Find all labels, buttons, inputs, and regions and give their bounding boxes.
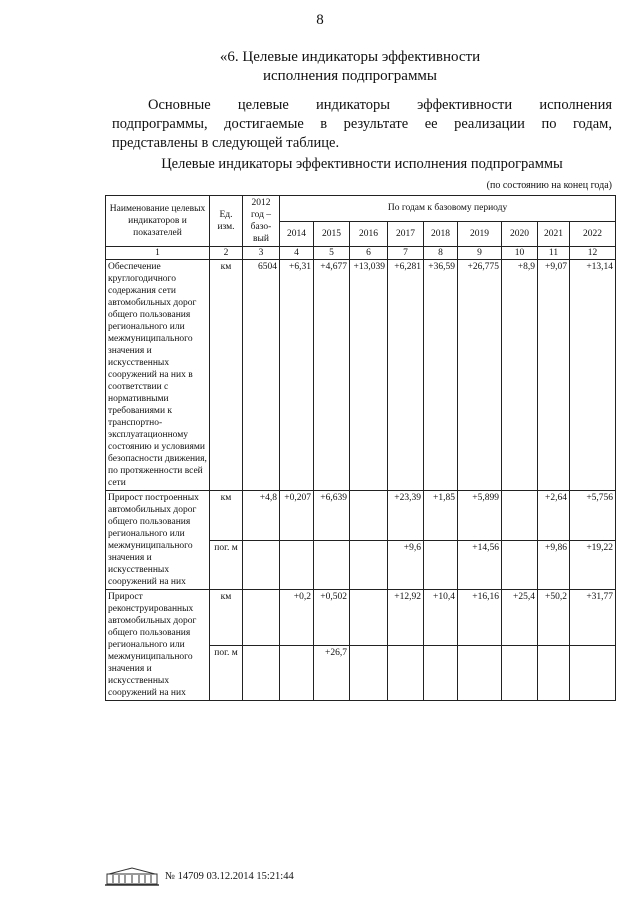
column-number: 6 xyxy=(350,247,388,260)
value-cell: +13,039 xyxy=(350,260,388,491)
table-row xyxy=(106,590,616,646)
value-cell xyxy=(243,645,280,701)
value-cell: +5,756 xyxy=(570,491,616,541)
unit-cell: км xyxy=(210,260,243,491)
unit-cell: пог. м xyxy=(210,645,243,701)
header-year: 2018 xyxy=(424,221,458,247)
page-number: 8 xyxy=(316,12,324,28)
value-cell xyxy=(538,645,570,701)
header-year: 2015 xyxy=(314,221,350,247)
value-cell: +0,502 xyxy=(314,590,350,646)
column-number: 4 xyxy=(280,247,314,260)
value-cell xyxy=(314,540,350,590)
value-cell xyxy=(388,645,424,701)
column-number: 3 xyxy=(243,247,280,260)
value-cell xyxy=(350,645,388,701)
value-cell xyxy=(570,645,616,701)
header-year: 2020 xyxy=(502,221,538,247)
value-cell: +50,2 xyxy=(538,590,570,646)
value-cell: +9,86 xyxy=(538,540,570,590)
value-cell: 6504 xyxy=(243,260,280,491)
heading-line-1: «6. Целевые индикаторы эффективности xyxy=(219,49,481,65)
value-cell xyxy=(502,491,538,541)
value-cell: +9,07 xyxy=(538,260,570,491)
value-cell: +6,31 xyxy=(280,260,314,491)
value-cell xyxy=(458,645,502,701)
value-cell xyxy=(502,540,538,590)
value-cell: +0,2 xyxy=(280,590,314,646)
indicator-name: Обеспечение круглогодичного содержания сети автомобильных дорог общего пользования регионального или межмуниципального значения и искусственных сооружений на них в соответствии с нормативными требованиями к транспортно-эксплуатационному состоянию и условиями безопасности движения, по протяженности всей сети xyxy=(106,260,210,491)
column-number: 10 xyxy=(502,247,538,260)
value-cell xyxy=(424,645,458,701)
value-cell: +6,639 xyxy=(314,491,350,541)
value-cell: +1,85 xyxy=(424,491,458,541)
header-year: 2019 xyxy=(458,221,502,247)
column-number: 12 xyxy=(570,247,616,260)
header-year: 2022 xyxy=(570,221,616,247)
unit-cell: км xyxy=(210,491,243,541)
value-cell xyxy=(502,645,538,701)
column-numbers-row xyxy=(106,247,616,260)
value-cell xyxy=(243,590,280,646)
value-cell: +4,677 xyxy=(314,260,350,491)
value-cell: +4,8 xyxy=(243,491,280,541)
unit-cell: пог. м xyxy=(210,540,243,590)
value-cell: +9,6 xyxy=(388,540,424,590)
value-cell: +12,92 xyxy=(388,590,424,646)
column-number: 2 xyxy=(210,247,243,260)
column-number: 11 xyxy=(538,247,570,260)
value-cell: +31,77 xyxy=(570,590,616,646)
value-cell: +5,899 xyxy=(458,491,502,541)
value-cell: +10,4 xyxy=(424,590,458,646)
value-cell: +16,16 xyxy=(458,590,502,646)
value-cell xyxy=(350,491,388,541)
indicators-table xyxy=(105,195,616,701)
header-year: 2016 xyxy=(350,221,388,247)
value-cell: +36,59 xyxy=(424,260,458,491)
intro-line-1: Основные целевые индикаторы эффективности исполнения xyxy=(148,97,612,113)
value-cell: +19,22 xyxy=(570,540,616,590)
intro-line-3: представлены в следующей таблице. xyxy=(112,135,340,151)
column-number: 8 xyxy=(424,247,458,260)
value-cell: +25,4 xyxy=(502,590,538,646)
table-row xyxy=(106,260,616,491)
value-cell: +8,9 xyxy=(502,260,538,491)
value-cell: +13,14 xyxy=(570,260,616,491)
value-cell: +0,207 xyxy=(280,491,314,541)
value-cell: +6,281 xyxy=(388,260,424,491)
building-stamp-icon xyxy=(105,866,159,886)
value-cell xyxy=(424,540,458,590)
unit-cell: км xyxy=(210,590,243,646)
column-number: 9 xyxy=(458,247,502,260)
column-number: 1 xyxy=(106,247,210,260)
intro-line-2: подпрограммы, достигаемые в результате ее реализации по годам, xyxy=(112,116,612,132)
indicator-name: Прирост реконструированных автомобильных дорог общего пользования регионального или межмуниципального значения и искусственных сооружений на них xyxy=(106,590,210,701)
value-cell: +26,7 xyxy=(314,645,350,701)
column-number: 5 xyxy=(314,247,350,260)
value-cell: +14,56 xyxy=(458,540,502,590)
header-unit: Ед. изм. xyxy=(210,196,243,247)
indicator-name: Прирост построенных автомобильных дорог общего пользования регионального или межмуниципального значения и искусственных сооружений на них xyxy=(106,491,210,590)
header-period: По годам к базовому периоду xyxy=(280,196,616,222)
value-cell xyxy=(350,590,388,646)
value-cell xyxy=(243,540,280,590)
value-cell: +26,775 xyxy=(458,260,502,491)
table-title: Целевые индикаторы эффективности исполнения подпрограммы xyxy=(161,156,563,172)
value-cell: +2,64 xyxy=(538,491,570,541)
header-row xyxy=(106,196,616,222)
status-note: (по состоянию на конец года) xyxy=(486,180,612,191)
header-year: 2017 xyxy=(388,221,424,247)
header-base-year: 2012 год – базо- вый xyxy=(243,196,280,247)
header-year: 2021 xyxy=(538,221,570,247)
value-cell xyxy=(350,540,388,590)
value-cell: +23,39 xyxy=(388,491,424,541)
header-name: Наименование целевых индикаторов и показателей xyxy=(106,196,210,247)
value-cell xyxy=(280,645,314,701)
intro-paragraph xyxy=(112,96,612,153)
table-row xyxy=(106,491,616,541)
document-registration: № 14709 03.12.2014 15:21:44 xyxy=(165,870,294,882)
value-cell xyxy=(280,540,314,590)
header-year: 2014 xyxy=(280,221,314,247)
section-heading xyxy=(160,48,540,86)
footer xyxy=(105,866,294,886)
heading-line-2: исполнения подпрограммы xyxy=(262,68,438,84)
column-number: 7 xyxy=(388,247,424,260)
